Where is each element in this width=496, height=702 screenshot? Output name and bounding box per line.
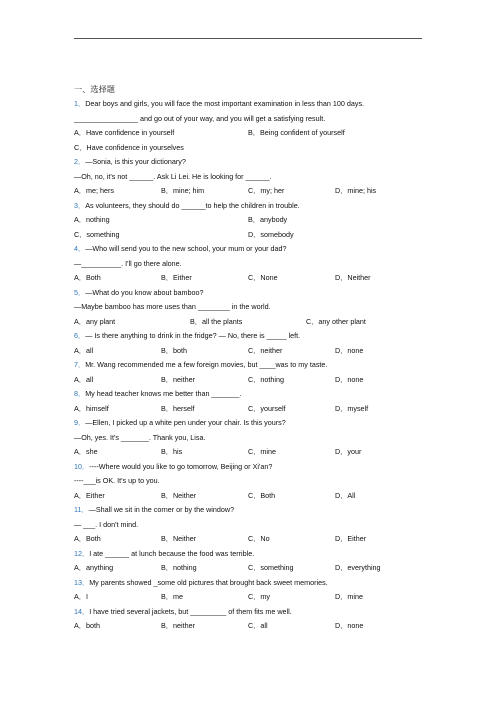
question-number: 10．: [74, 461, 90, 471]
question-stem: [74, 576, 424, 591]
question-item: [74, 155, 424, 199]
options-row: [74, 532, 424, 547]
answer-option[interactable]: A．Have confidence in yourself: [74, 128, 175, 137]
question-stem: [74, 286, 424, 301]
answer-option[interactable]: C．Have confidence in yourselves: [74, 142, 184, 152]
question-stem: [74, 155, 424, 170]
question-text: My parents showed _some old pictures that brought back sweet memories.: [89, 577, 328, 587]
answer-option[interactable]: C．something: [74, 229, 120, 239]
question-item: [74, 97, 424, 155]
question-stem: [74, 97, 424, 112]
answer-option[interactable]: B．all the plants: [190, 316, 243, 326]
question-number: 12．: [74, 548, 90, 558]
header-rule: [74, 38, 422, 39]
question-number: 8．: [74, 389, 86, 398]
question-text: I have tried several jackets, but _________ of them fits me well.: [89, 606, 292, 616]
question-stem: [74, 605, 424, 620]
answer-option[interactable]: B．both: [161, 345, 187, 355]
question-text: —__________. I'll go there alone.: [74, 258, 182, 268]
answer-option[interactable]: C．my; her: [248, 186, 285, 195]
answer-option[interactable]: C．yourself: [248, 403, 286, 413]
answer-option[interactable]: C．my: [248, 592, 270, 601]
answer-option[interactable]: D．none: [335, 374, 364, 384]
options-row: [74, 445, 424, 460]
question-item: [74, 460, 424, 504]
question-item: [74, 242, 424, 286]
answer-option[interactable]: A．both: [74, 621, 100, 630]
question-item: [74, 358, 424, 387]
answer-option[interactable]: C．mine: [248, 447, 276, 456]
answer-option[interactable]: B．me: [161, 592, 183, 601]
options-row: [74, 561, 424, 576]
question-text: —Ellen, I picked up a white pen under your chair. Is this yours?: [85, 418, 286, 427]
answer-option[interactable]: B．nothing: [161, 563, 197, 572]
answer-option[interactable]: D．somebody: [248, 229, 294, 239]
question-stem: [74, 547, 424, 562]
question-stem: [74, 358, 424, 373]
answer-option[interactable]: D．mine; his: [335, 186, 377, 195]
answer-option[interactable]: A．Both: [74, 534, 101, 543]
question-list: [74, 97, 424, 634]
options-row: [74, 489, 424, 504]
question-number: 5．: [74, 287, 86, 297]
answer-option[interactable]: B．neither: [161, 621, 195, 630]
question-number: 1．: [74, 99, 86, 108]
question-item: [74, 416, 424, 460]
answer-option[interactable]: A．Both: [74, 273, 101, 282]
question-text: — ___. I don't mind.: [74, 519, 139, 529]
question-stem: [74, 460, 424, 475]
question-number: 6．: [74, 331, 86, 340]
answer-option[interactable]: C．No: [248, 534, 270, 543]
answer-option[interactable]: B．anybody: [248, 215, 288, 224]
answer-option[interactable]: A．all: [74, 345, 94, 355]
options-row: [74, 213, 424, 228]
question-item: [74, 329, 424, 358]
answer-option[interactable]: A．me; hers: [74, 186, 114, 195]
options-row: [74, 184, 424, 199]
question-item: [74, 286, 424, 330]
answer-option[interactable]: D．everything: [335, 563, 381, 572]
question-text: ________________ and go out of your way, and you will get a satisfying result.: [74, 113, 326, 123]
answer-option[interactable]: B．his: [161, 447, 183, 456]
question-line: [74, 518, 424, 533]
question-line: [74, 474, 424, 489]
question-line: [74, 112, 424, 127]
answer-option[interactable]: D．mine: [335, 592, 363, 601]
answer-option[interactable]: B．Neither: [161, 490, 197, 500]
answer-option[interactable]: B．Being confident of yourself: [248, 128, 345, 137]
question-text: I ate ______ at lunch because the food was terrible.: [89, 548, 255, 558]
question-number: 2．: [74, 157, 86, 166]
answer-option[interactable]: D．your: [335, 447, 362, 456]
question-text: —What do you know about bamboo?: [85, 287, 204, 297]
question-number: 14．: [74, 606, 90, 616]
answer-option[interactable]: A．I: [74, 592, 88, 601]
question-text: My head teacher knows me better than _______.: [85, 389, 242, 398]
options-row: [74, 126, 424, 141]
answer-option[interactable]: B．Either: [161, 273, 192, 282]
question-number: 9．: [74, 418, 86, 427]
question-item: [74, 576, 424, 605]
question-stem: [74, 242, 424, 257]
question-text: —Shall we sit in the corner or by the window?: [88, 505, 235, 514]
answer-option[interactable]: A．anything: [74, 563, 114, 572]
question-text: As volunteers, they should do ______to help the children in trouble.: [85, 200, 300, 210]
question-number: 7．: [74, 360, 86, 369]
options-row: [74, 590, 424, 605]
question-number: 13．: [74, 577, 90, 587]
options-row: [74, 315, 424, 330]
question-item: [74, 199, 424, 243]
question-item: [74, 503, 424, 547]
answer-option[interactable]: D．Neither: [335, 273, 371, 282]
answer-option[interactable]: D．none: [335, 621, 364, 630]
question-stem: [74, 387, 424, 402]
question-text: ----Where would you like to go tomorrow, Beijing or Xi'an?: [89, 461, 273, 471]
answer-option[interactable]: D．Either: [335, 534, 367, 543]
answer-option[interactable]: D．All: [335, 490, 356, 500]
question-text: —Who will send you to the new school, your mum or your dad?: [85, 244, 287, 253]
answer-option[interactable]: A．all: [74, 374, 94, 384]
question-text: Dear boys and girls, you will face the most important examination in less than 100 days.: [85, 99, 365, 108]
question-stem: [74, 329, 424, 344]
options-row: [74, 271, 424, 286]
question-text: —Oh, no, it's not ______. Ask Li Lei. He is looking for ______.: [74, 171, 272, 181]
options-row: [74, 344, 424, 359]
answer-option[interactable]: A．himself: [74, 403, 109, 413]
section-title: 一、选择题: [74, 85, 115, 94]
answer-option[interactable]: C．something: [248, 563, 294, 572]
question-stem: [74, 199, 424, 214]
question-text: — Is there anything to drink in the fridge? — No, there is _____ left.: [85, 331, 301, 340]
answer-option[interactable]: C．None: [248, 273, 278, 282]
question-text: —Maybe bamboo has more uses than ________ in the world.: [74, 302, 271, 311]
question-stem: [74, 416, 424, 431]
answer-option[interactable]: C．neither: [248, 345, 283, 355]
answer-option[interactable]: C．all: [248, 621, 268, 630]
question-number: 3．: [74, 200, 86, 210]
answer-option[interactable]: C．Both: [248, 490, 276, 500]
options-row: [74, 228, 424, 243]
answer-option[interactable]: A．any plant: [74, 316, 116, 326]
answer-option[interactable]: B．mine; him: [161, 186, 205, 195]
question-line: [74, 431, 424, 446]
answer-option[interactable]: B．neither: [161, 374, 195, 384]
question-number: 4．: [74, 244, 86, 253]
options-row: [74, 373, 424, 388]
options-row: [74, 619, 424, 634]
answer-option[interactable]: D．none: [335, 345, 364, 355]
answer-option[interactable]: C．nothing: [248, 374, 284, 384]
question-item: [74, 387, 424, 416]
answer-option[interactable]: A．nothing: [74, 215, 110, 224]
question-line: [74, 300, 424, 315]
question-text: Mr. Wang recommended me a few foreign movies, but ____was to my taste.: [85, 360, 328, 369]
options-row: [74, 402, 424, 417]
question-text: —Oh, yes. It's _______. Thank you, Lisa.: [74, 432, 206, 442]
answer-option[interactable]: B．Neither: [161, 534, 197, 543]
answer-option[interactable]: A．Either: [74, 490, 105, 500]
question-number: 11．: [74, 505, 89, 514]
options-row: [74, 141, 424, 156]
question-text: —Sonia, is this your dictionary?: [85, 157, 186, 166]
question-stem: [74, 503, 424, 518]
answer-option[interactable]: D．myself: [335, 403, 369, 413]
question-text: ----___is OK. It's up to you.: [74, 476, 160, 485]
answer-option[interactable]: C．any other plant: [306, 316, 366, 326]
question-item: [74, 605, 424, 634]
answer-option[interactable]: B．herself: [161, 403, 195, 413]
answer-option[interactable]: A．she: [74, 447, 98, 456]
question-line: [74, 170, 424, 185]
exam-content: [74, 82, 424, 634]
question-item: [74, 547, 424, 576]
question-line: [74, 257, 424, 272]
